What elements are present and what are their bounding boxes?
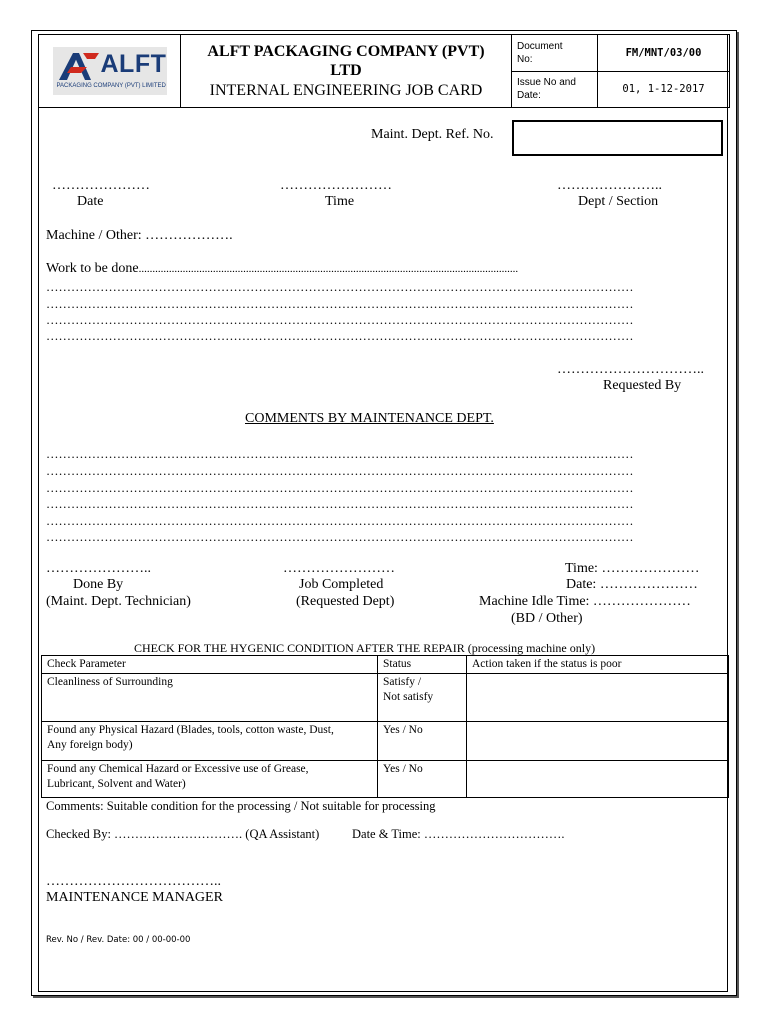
header-check-parameter: Check Parameter — [42, 656, 378, 674]
dept-label: Dept / Section — [578, 194, 659, 209]
header-action: Action taken if the status is poor — [467, 656, 729, 674]
work-line-3[interactable]: …………………………………………………………………………………………………………………………… — [46, 313, 634, 327]
row-3-action[interactable] — [467, 761, 729, 798]
work-dots: .......................................................................................................................................... — [138, 263, 519, 275]
row-1-action[interactable] — [467, 674, 729, 722]
logo-cell — [39, 35, 181, 108]
machine-idle-time-field[interactable]: Machine Idle Time: ………………… — [479, 594, 691, 609]
work-to-be-done[interactable] — [46, 261, 518, 277]
comment-line-6[interactable]: …………………………………………………………………………………………………………………………… — [46, 530, 634, 544]
ref-no-field[interactable] — [512, 120, 723, 156]
table-header-row — [42, 656, 729, 674]
row-2-param: Found any Physical Hazard (Blades, tools, cotton waste, Dust, Any foreign body) — [42, 722, 378, 761]
signoff-date-field[interactable]: Date: ………………… — [566, 577, 698, 592]
requested-by-dots[interactable]: ………………………….. — [557, 362, 704, 377]
date-time-field[interactable]: Date & Time: ……………………………. — [352, 827, 565, 841]
header-status: Status — [378, 656, 467, 674]
time-label: Time — [325, 194, 355, 209]
comment-line-2[interactable]: …………………………………………………………………………………………………………………………… — [46, 464, 634, 478]
table-row — [42, 722, 729, 761]
work-line-2[interactable]: …………………………………………………………………………………………………………………………… — [46, 297, 634, 311]
hygiene-comments[interactable]: Comments: Suitable condition for the processing / Not suitable for processing — [46, 799, 436, 813]
manager-label: MAINTENANCE MANAGER — [46, 890, 223, 905]
row-3-status[interactable]: Yes / No — [378, 761, 467, 798]
company-logo — [53, 47, 167, 95]
done-by-sub: (Maint. Dept. Technician) — [46, 594, 191, 609]
logo-subtitle: PACKAGING COMPANY (PVT) LIMITED — [56, 83, 166, 89]
row-1-param: Cleanliness of Surrounding — [42, 674, 378, 722]
title-cell — [181, 35, 512, 108]
machine-idle-sub: (BD / Other) — [511, 611, 583, 626]
comments-title: COMMENTS BY MAINTENANCE DEPT. — [245, 411, 494, 426]
comment-line-4[interactable]: …………………………………………………………………………………………………………………………… — [46, 497, 634, 511]
job-completed-label: Job Completed — [299, 577, 384, 592]
comment-line-3[interactable]: …………………………………………………………………………………………………………………………… — [46, 481, 634, 495]
signoff-time-field[interactable]: Time: ………………… — [565, 561, 700, 576]
comment-line-1[interactable]: …………………………………………………………………………………………………………………………… — [46, 447, 634, 461]
work-line-4[interactable]: …………………………………………………………………………………………………………………………… — [46, 329, 634, 343]
checked-by-field[interactable]: Checked By: …………………………. (QA Assistant) — [46, 827, 320, 841]
manager-signature-dots[interactable]: ……………………………….. — [46, 874, 221, 889]
row-1-status[interactable]: Satisfy / Not satisfy — [378, 674, 467, 722]
company-name — [181, 42, 511, 80]
work-line-1[interactable]: …………………………………………………………………………………………………………………………… — [46, 280, 634, 294]
machine-field[interactable]: Machine / Other: ………………. — [46, 228, 233, 243]
company-name-line1: ALFT PACKAGING COMPANY (PVT) — [207, 42, 485, 60]
table-row — [42, 674, 729, 722]
row-2-status[interactable]: Yes / No — [378, 722, 467, 761]
document-no-label: Document No: — [512, 35, 598, 72]
logo-a-icon — [57, 51, 101, 81]
logo-brand: ALFT — [100, 50, 167, 78]
table-row — [42, 761, 729, 798]
date-dots[interactable]: ………………… — [52, 178, 150, 193]
ref-no-label: Maint. Dept. Ref. No. — [371, 127, 494, 142]
issue-value: 01, 1-12-2017 — [598, 71, 730, 108]
issue-label: Issue No and Date: — [512, 71, 598, 108]
work-label: Work to be done — [46, 261, 139, 276]
done-by-dots[interactable]: ………………….. — [46, 561, 151, 576]
date-label: Date — [77, 194, 104, 209]
job-completed-dots[interactable]: …………………… — [283, 561, 395, 576]
done-by-label: Done By — [73, 577, 124, 592]
header-table — [38, 34, 730, 108]
document-no-value: FM/MNT/03/00 — [598, 35, 730, 72]
hygiene-check-title: CHECK FOR THE HYGENIC CONDITION AFTER THE REPAIR (processing machine only) — [134, 641, 596, 655]
comment-line-5[interactable]: …………………………………………………………………………………………………………………………… — [46, 514, 634, 528]
form-title: INTERNAL ENGINEERING JOB CARD — [209, 81, 483, 99]
time-dots[interactable]: …………………… — [280, 178, 392, 193]
job-completed-sub: (Requested Dept) — [296, 594, 395, 609]
company-name-line2: LTD — [330, 61, 362, 79]
revision-info: Rev. No / Rev. Date: 00 / 00-00-00 — [46, 935, 191, 945]
hygiene-check-table — [41, 655, 729, 798]
row-2-action[interactable] — [467, 722, 729, 761]
requested-by-label: Requested By — [603, 378, 682, 393]
row-3-param: Found any Chemical Hazard or Excessive use of Grease, Lubricant, Solvent and Water) — [42, 761, 378, 798]
dept-dots[interactable]: ………………….. — [557, 178, 662, 193]
